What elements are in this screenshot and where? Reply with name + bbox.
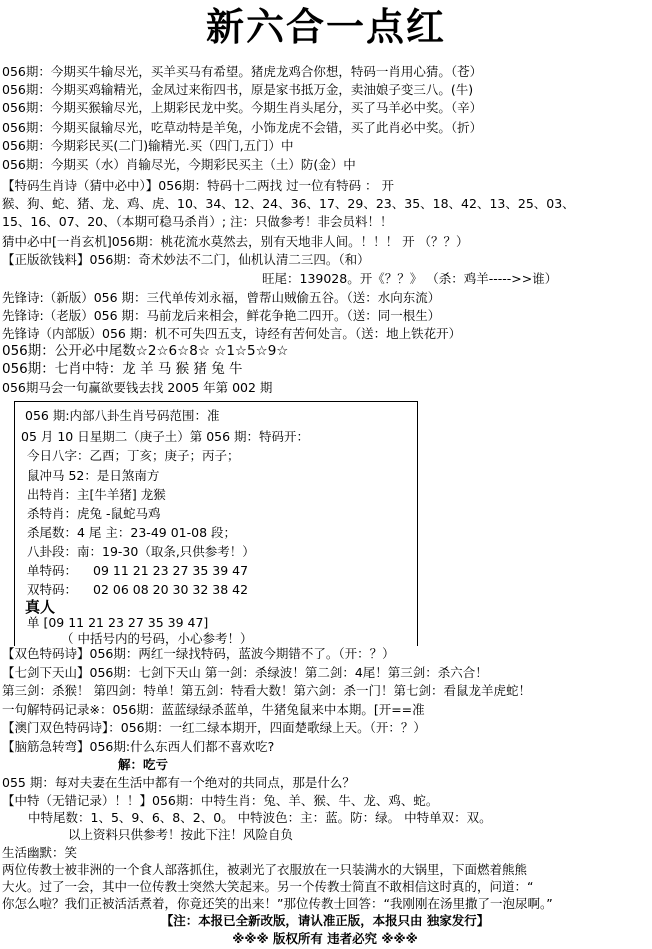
box-bagua: 八卦段：南：19-30（取条,只供参考！） xyxy=(27,544,255,559)
text-line: 056期：今期买鸡输精光，金凤过来衔四书，原是家书抵万金，卖油娘子变三八。(牛) xyxy=(2,82,474,97)
text-line: 056期：今期买牛输尽光，买羊买马有希望。猪虎龙鸡合你想，特码一肖用心猜。（苍） xyxy=(2,64,483,79)
text-line: 【澳门双色特码诗】：056期：一红二绿本期开，四面楚歌绿上天。（开：？） xyxy=(2,720,426,735)
box-note: （ 中括号内的号码，小心参考！） xyxy=(61,631,253,646)
box-chong: 鼠冲马 52：是日煞南方 xyxy=(27,468,160,483)
text-line: 第三剑：杀猴！ 第四剑：特单！第五剑：特看大数！第六剑：杀一门！第七剑：看鼠龙羊虎蛇！ xyxy=(2,683,531,698)
box-bazi: 今日八字：乙酉；丁亥；庚子；丙子； xyxy=(27,448,240,463)
text-line: 旺尾：139028。开《？？》 （杀：鸡羊----->>谁） xyxy=(262,271,558,286)
text-line: 猜中必中[一肖玄机]056期：桃花流水莫然去，别有天地非人间。！！！ 开 （？？） xyxy=(2,234,469,249)
text-line: 【正版欲钱料】056期：奇术妙法不二门，仙机认清二三四。（和） xyxy=(2,252,370,267)
box-shuang-nums: 02 06 08 20 30 32 38 42 xyxy=(93,582,249,597)
text-line: 056期：今期买鼠输尽光，吃草动特是羊兔，小饰龙虎不会错，买了此肖必中奖。（折） xyxy=(2,120,483,135)
text-line: 056期：公开必中尾数☆2☆6☆8☆ ☆1☆5☆9☆ xyxy=(2,343,289,359)
page-title: 新六合一点红 xyxy=(205,4,446,49)
text-line: 【中特（无错记录）！！】056期：中特生肖：兔、羊、猴、牛、龙、鸡、蛇。 xyxy=(2,793,439,808)
box-dan-label: 单特码： xyxy=(27,563,78,578)
text-line: 056期：今期买（水）肖输尽光，今期彩民买主（土）防(金）中 xyxy=(2,157,356,172)
text-line: 056期马会一句赢欲要钱去找 2005 年第 002 期 xyxy=(2,380,273,395)
text-line: 中特尾数：1、5、9、6、8、2、0。 中特波色：主：蓝。防：绿。 中特单双：双。 xyxy=(28,810,492,825)
text-line: 先锋诗:（新版）056 期：三代单传刘永福，曾帮山贼偷五谷。（送：水向东流） xyxy=(2,290,441,305)
box-header: 056 期:内部八卦生肖号码范围：准 xyxy=(25,408,220,423)
stamp-text: 真人 xyxy=(25,598,56,616)
text-line: 【脑筋急转弯】056期:什么东西人们都不喜欢吃? xyxy=(2,739,275,754)
text-line: 以上资料只供参考！按此下注！风险自负 xyxy=(68,827,294,842)
text-line: 055 期：每对夫妻在生活中都有一个绝对的共同点，那是什么？ xyxy=(2,775,355,790)
text-line: 【双色特码诗】056期：两红一绿找特码，蓝波今期错不了。（开：？） xyxy=(2,646,395,661)
text-line: 15、16、07、20、（本期可稳马杀肖）; 注：只做参考！非会员料！！ xyxy=(2,214,393,229)
text-line: 你怎么啦？我们正被活活煮着，你竟还笑的出来！”那位传教士回答：“我刚刚在汤里撒了一泡尿啊。” xyxy=(2,896,553,911)
text-line: 大火。过了一会，其中一位传教士突然大笑起来。另一个传教士简直不敢相信这时真的，问道：“ xyxy=(2,879,534,894)
answer-line: 解：吃亏 xyxy=(118,757,169,772)
text-line: 【特码生肖诗（猜中必中）】056期：特码十二两找 过一位有特码 ： 开 xyxy=(2,178,395,193)
box-dan2: 单 [09 11 21 23 27 35 39 47] xyxy=(27,615,209,630)
text-line: 先锋诗（内部版）056 期：机不可失四五支，诗经有苦何处言。（送：地上铁花开） xyxy=(2,326,462,341)
box-date: 05 月 10 日星期二（庚子土）第 056 期：特码开： xyxy=(21,429,310,444)
footer-copyright: ※※※ 版权所有 违者必究 ※※※ xyxy=(232,931,418,946)
text-line: 056期：今期买猴输尽光，上期彩民龙中奖。今期生肖头尾分，买了马羊必中奖。（辛） xyxy=(2,100,483,115)
footer-notice: 【注：本报已全新改版，请认准正版，本报只由 独家发行】 xyxy=(160,913,490,928)
text-line: 先锋诗:（老版）056 期：马前龙后来相会，鲜花争艳二四开。（送：同一根生） xyxy=(2,308,441,323)
text-line: 【七剑下天山】056期：七剑下天山 第一剑：杀绿波！第二剑：4尾！第三剑：杀六合！ xyxy=(2,665,488,680)
box-chute: 出特肖：主[牛羊猪] 龙猴 xyxy=(27,487,166,502)
text-line: 056期：今期彩民买(二门)输精光.买（四门,五门）中 xyxy=(2,138,294,153)
text-line: 056期：七肖中特：龙 羊 马 猴 猪 兔 牛 xyxy=(2,361,243,377)
box-dan-nums: 09 11 21 23 27 35 39 47 xyxy=(93,563,249,578)
box-shawei: 杀尾数：4 尾 主：23-49 01-08 段； xyxy=(27,525,236,540)
text-line: 一句解特码记录※：056期：蓝蓝绿绿杀蓝单，牛猪兔鼠来中本期。[开==准 xyxy=(2,702,425,717)
bagua-box xyxy=(14,401,418,646)
box-shuang-label: 双特码： xyxy=(27,582,78,597)
text-line: 生活幽默：笑 xyxy=(2,845,78,860)
text-line: 两位传教士被非洲的一个食人部落抓住，被剥光了衣服放在一只装满水的大锅里，下面燃着熊熊 xyxy=(2,862,528,877)
text-line: 猴、狗、蛇、猪、龙、鸡、虎、10、34、12、24、36、17、29、23、35、18、42、13、25、03、 xyxy=(2,196,575,211)
box-shate: 杀特肖：虎兔 -鼠蛇马鸡 xyxy=(27,506,161,521)
